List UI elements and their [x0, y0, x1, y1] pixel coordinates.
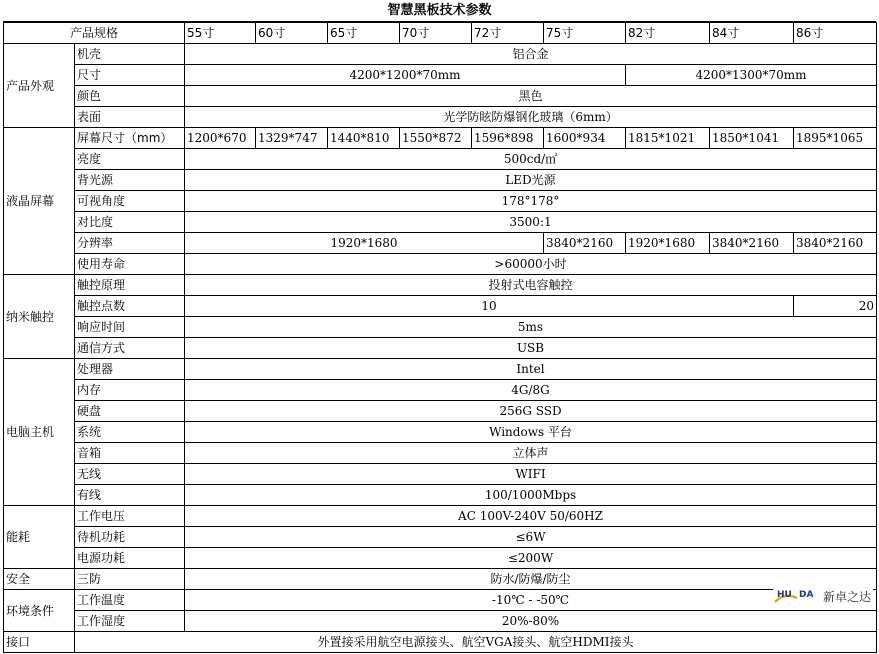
row-label: 系统: [75, 422, 185, 443]
size-65: 65寸: [328, 23, 400, 44]
table-row: [4, 401, 877, 422]
row-value: 20%-80%: [185, 611, 877, 632]
table-row: [4, 44, 877, 65]
row-label: 屏幕尺寸（mm）: [75, 128, 185, 149]
size-86: 86寸: [794, 23, 877, 44]
screen-size-cell: 1850*1041: [710, 128, 794, 149]
table-row: [4, 317, 877, 338]
row-value: 光学防眩防爆钢化玻璃（6mm）: [185, 107, 877, 128]
row-value: 10: [185, 296, 794, 317]
row-label: 尺寸: [75, 65, 185, 86]
category-safety: 安全: [4, 569, 75, 590]
row-label: 工作湿度: [75, 611, 185, 632]
table-row: [4, 422, 877, 443]
table-row: [4, 527, 877, 548]
row-value: 4G/8G: [185, 380, 877, 401]
row-label: 对比度: [75, 212, 185, 233]
row-label: 三防: [75, 569, 185, 590]
table-row: [4, 191, 877, 212]
row-value: 100/1000Mbps: [185, 485, 877, 506]
row-label: 触控点数: [75, 296, 185, 317]
row-value: LED光源: [185, 170, 877, 191]
row-value: 178°178°: [185, 191, 877, 212]
row-value: WIFI: [185, 464, 877, 485]
row-value: 3500:1: [185, 212, 877, 233]
row-label: 背光源: [75, 170, 185, 191]
row-value: 黑色: [185, 86, 877, 107]
table-row: [4, 65, 877, 86]
row-value: 3840*2160: [794, 233, 877, 254]
table-row: [4, 149, 877, 170]
table-row: [4, 380, 877, 401]
row-label: 有线: [75, 485, 185, 506]
row-value: Intel: [185, 359, 877, 380]
row-label: 机壳: [75, 44, 185, 65]
row-value: 5ms: [185, 317, 877, 338]
row-value: 铝合金: [185, 44, 877, 65]
row-label: 电源功耗: [75, 548, 185, 569]
row-value: 4200*1200*70mm: [185, 65, 626, 86]
row-value: USB: [185, 338, 877, 359]
table-row: [4, 590, 877, 611]
row-value: 1920*1680: [185, 233, 544, 254]
row-value: 3840*2160: [710, 233, 794, 254]
category-environment: 环境条件: [4, 590, 75, 632]
category-touch: 纳米触控: [4, 275, 75, 359]
table-row: [4, 359, 877, 380]
table-row: [4, 275, 877, 296]
logo-mark-b: DA: [799, 590, 814, 600]
size-72: 72寸: [472, 23, 544, 44]
screen-size-cell: 1600*934: [544, 128, 626, 149]
brand-logo-icon: [773, 584, 821, 608]
row-value: -10℃ - -50℃: [185, 590, 877, 611]
row-label: 工作温度: [75, 590, 185, 611]
table-row: [4, 233, 877, 254]
screen-size-cell: 1895*1065: [794, 128, 877, 149]
table-row: [4, 86, 877, 107]
row-label: 表面: [75, 107, 185, 128]
row-label: 硬盘: [75, 401, 185, 422]
row-label: 可视角度: [75, 191, 185, 212]
sheet-title: 智慧黑板技术参数: [3, 0, 876, 22]
logo-text: 新卓之达: [823, 590, 872, 604]
row-value: 3840*2160: [544, 233, 626, 254]
row-value: 立体声: [185, 443, 877, 464]
table-row: [4, 506, 877, 527]
row-label: 处理器: [75, 359, 185, 380]
row-value: Windows 平台: [185, 422, 877, 443]
header-label: 产品规格: [4, 23, 185, 44]
screen-size-cell: 1200*670: [185, 128, 256, 149]
spec-sheet: [3, 0, 876, 653]
row-value: 外置接采用航空电源接头、航空VGA接头、航空HDMI接头: [75, 632, 877, 653]
row-label: 通信方式: [75, 338, 185, 359]
row-label: 工作电压: [75, 506, 185, 527]
row-value: ≤6W: [185, 527, 877, 548]
header-row: [4, 23, 877, 44]
row-label: 待机功耗: [75, 527, 185, 548]
screen-size-cell: 1440*810: [328, 128, 400, 149]
category-pc: 电脑主机: [4, 359, 75, 506]
size-75: 75寸: [544, 23, 626, 44]
table-row: [4, 464, 877, 485]
screen-size-cell: 1329*747: [256, 128, 328, 149]
screen-size-cell: 1815*1021: [626, 128, 710, 149]
table-row: [4, 170, 877, 191]
row-label: 音箱: [75, 443, 185, 464]
category-power: 能耗: [4, 506, 75, 569]
size-55: 55寸: [185, 23, 256, 44]
table-row: [4, 212, 877, 233]
table-row: [4, 569, 877, 590]
table-row: [4, 296, 877, 317]
row-label: 使用寿命: [75, 254, 185, 275]
row-label: 响应时间: [75, 317, 185, 338]
table-row: [4, 254, 877, 275]
category-interface: 接口: [4, 632, 75, 653]
row-label: 无线: [75, 464, 185, 485]
row-label: 颜色: [75, 86, 185, 107]
row-value: 500cd/㎡: [185, 149, 877, 170]
row-value: 256G SSD: [185, 401, 877, 422]
table-row: [4, 107, 877, 128]
table-row: [4, 632, 877, 653]
row-value: AC 100V-240V 50/60HZ: [185, 506, 877, 527]
row-value: ≤200W: [185, 548, 877, 569]
screen-size-cell: 1550*872: [400, 128, 472, 149]
table-row: [4, 443, 877, 464]
row-value: >60000小时: [185, 254, 877, 275]
spec-table: [3, 22, 877, 653]
table-row: [4, 338, 877, 359]
table-row: [4, 548, 877, 569]
logo-mark-a: HU: [777, 590, 792, 600]
row-value: 20: [794, 296, 877, 317]
row-value: 4200*1300*70mm: [626, 65, 877, 86]
row-value: 1920*1680: [626, 233, 710, 254]
category-appearance: 产品外观: [4, 44, 75, 128]
table-row: [4, 611, 877, 632]
brand-logo: [773, 582, 873, 610]
size-82: 82寸: [626, 23, 710, 44]
size-84: 84寸: [710, 23, 794, 44]
screen-size-cell: 1596*898: [472, 128, 544, 149]
table-row: [4, 128, 877, 149]
row-label: 分辨率: [75, 233, 185, 254]
row-label: 亮度: [75, 149, 185, 170]
size-70: 70寸: [400, 23, 472, 44]
row-label: 触控原理: [75, 275, 185, 296]
category-lcd: 液晶屏幕: [4, 128, 75, 275]
size-60: 60寸: [256, 23, 328, 44]
table-row: [4, 485, 877, 506]
row-label: 内存: [75, 380, 185, 401]
row-value: 防水/防爆/防尘: [185, 569, 877, 590]
row-value: 投射式电容触控: [185, 275, 877, 296]
